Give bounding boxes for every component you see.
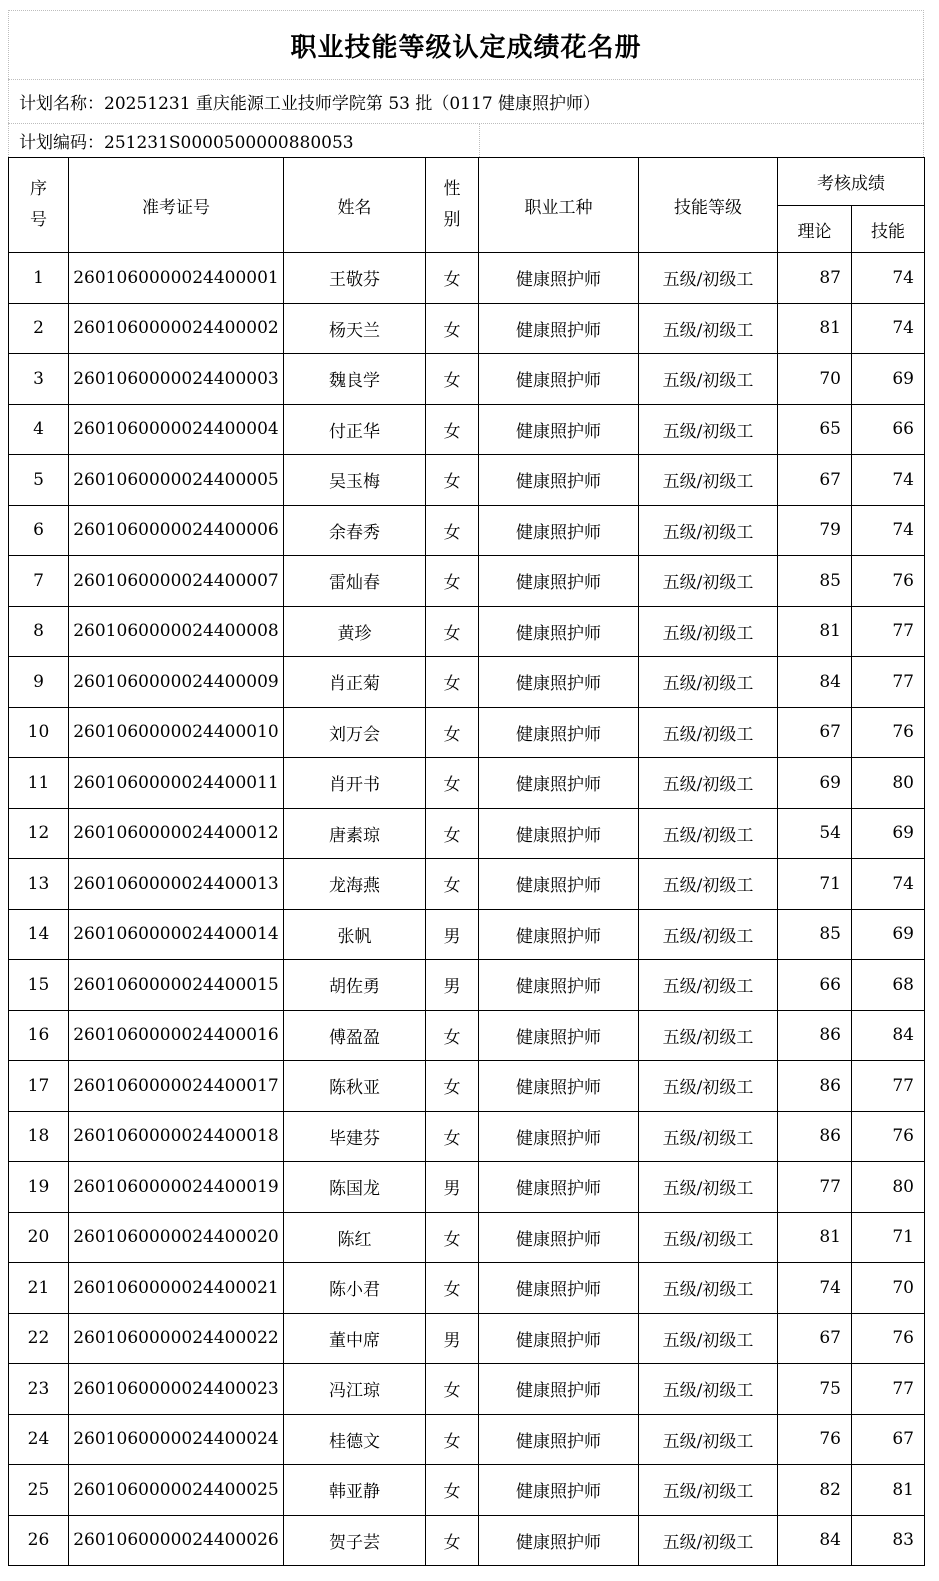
cell-name: 龙海燕 (284, 859, 426, 910)
cell-skill: 70 (852, 1263, 925, 1314)
cell-ticket: 2601060000024400009 (69, 657, 284, 708)
cell-seq: 2 (9, 303, 69, 354)
cell-level: 五级/初级工 (639, 1465, 778, 1516)
cell-ticket: 2601060000024400002 (69, 303, 284, 354)
cell-theory: 87 (778, 253, 852, 304)
cell-skill: 77 (852, 1364, 925, 1415)
cell-level: 五级/初级工 (639, 758, 778, 809)
cell-ticket: 2601060000024400018 (69, 1111, 284, 1162)
table-row (9, 354, 925, 405)
cell-occupation: 健康照护师 (479, 1465, 639, 1516)
cell-name: 冯江琼 (284, 1364, 426, 1415)
cell-seq: 19 (9, 1162, 69, 1213)
cell-name: 陈秋亚 (284, 1061, 426, 1112)
cell-name: 余春秀 (284, 505, 426, 556)
cell-gender: 女 (426, 657, 479, 708)
cell-theory: 76 (778, 1414, 852, 1465)
cell-skill: 76 (852, 1313, 925, 1364)
cell-skill: 74 (852, 505, 925, 556)
cell-name: 傅盈盈 (284, 1010, 426, 1061)
cell-ticket: 2601060000024400005 (69, 455, 284, 506)
cell-occupation: 健康照护师 (479, 253, 639, 304)
table-row (9, 1162, 925, 1213)
cell-skill: 74 (852, 859, 925, 910)
cell-occupation: 健康照护师 (479, 1364, 639, 1415)
cell-name: 杨天兰 (284, 303, 426, 354)
cell-level: 五级/初级工 (639, 859, 778, 910)
cell-ticket: 2601060000024400014 (69, 909, 284, 960)
cell-skill: 80 (852, 1162, 925, 1213)
cell-name: 韩亚静 (284, 1465, 426, 1516)
cell-ticket: 2601060000024400001 (69, 253, 284, 304)
header-theory: 理论 (778, 206, 852, 253)
cell-level: 五级/初级工 (639, 455, 778, 506)
cell-gender: 女 (426, 1061, 479, 1112)
header-name: 姓名 (284, 158, 426, 253)
cell-level: 五级/初级工 (639, 1061, 778, 1112)
cell-theory: 77 (778, 1162, 852, 1213)
cell-gender: 女 (426, 253, 479, 304)
cell-skill: 68 (852, 960, 925, 1011)
cell-theory: 85 (778, 909, 852, 960)
cell-gender: 女 (426, 758, 479, 809)
cell-occupation: 健康照护师 (479, 960, 639, 1011)
table-row (9, 1212, 925, 1263)
cell-theory: 81 (778, 303, 852, 354)
cell-gender: 女 (426, 455, 479, 506)
cell-ticket: 2601060000024400007 (69, 556, 284, 607)
cell-name: 魏良学 (284, 354, 426, 405)
header-occupation: 职业工种 (479, 158, 639, 253)
cell-ticket: 2601060000024400024 (69, 1414, 284, 1465)
cell-ticket: 2601060000024400010 (69, 707, 284, 758)
table-row (9, 960, 925, 1011)
table-row (9, 1263, 925, 1314)
cell-gender: 女 (426, 1111, 479, 1162)
header-gender-line1: 性 (443, 179, 461, 199)
cell-name: 桂德文 (284, 1414, 426, 1465)
header-seq (9, 158, 69, 253)
cell-occupation: 健康照护师 (479, 859, 639, 910)
plan-name: 计划名称：20251231 重庆能源工业技师学院第 53 批（0117 健康照护师） (8, 79, 924, 123)
cell-seq: 16 (9, 1010, 69, 1061)
table-row (9, 1061, 925, 1112)
cell-occupation: 健康照护师 (479, 1061, 639, 1112)
cell-seq: 13 (9, 859, 69, 910)
cell-ticket: 2601060000024400003 (69, 354, 284, 405)
cell-ticket: 2601060000024400011 (69, 758, 284, 809)
cell-ticket: 2601060000024400021 (69, 1263, 284, 1314)
cell-theory: 84 (778, 1515, 852, 1566)
cell-theory: 54 (778, 808, 852, 859)
cell-skill: 80 (852, 758, 925, 809)
cell-gender: 女 (426, 556, 479, 607)
cell-level: 五级/初级工 (639, 1010, 778, 1061)
cell-occupation: 健康照护师 (479, 1212, 639, 1263)
cell-theory: 67 (778, 707, 852, 758)
cell-theory: 70 (778, 354, 852, 405)
cell-seq: 20 (9, 1212, 69, 1263)
cell-level: 五级/初级工 (639, 606, 778, 657)
cell-theory: 75 (778, 1364, 852, 1415)
cell-skill: 77 (852, 657, 925, 708)
cell-skill: 66 (852, 404, 925, 455)
cell-theory: 81 (778, 1212, 852, 1263)
cell-skill: 74 (852, 303, 925, 354)
cell-gender: 女 (426, 1465, 479, 1516)
cell-occupation: 健康照护师 (479, 909, 639, 960)
cell-theory: 71 (778, 859, 852, 910)
cell-seq: 5 (9, 455, 69, 506)
cell-ticket: 2601060000024400013 (69, 859, 284, 910)
cell-ticket: 2601060000024400017 (69, 1061, 284, 1112)
cell-occupation: 健康照护师 (479, 1414, 639, 1465)
cell-level: 五级/初级工 (639, 556, 778, 607)
cell-theory: 65 (778, 404, 852, 455)
table-row (9, 1414, 925, 1465)
table-row (9, 657, 925, 708)
cell-seq: 8 (9, 606, 69, 657)
cell-ticket: 2601060000024400020 (69, 1212, 284, 1263)
cell-occupation: 健康照护师 (479, 404, 639, 455)
cell-gender: 女 (426, 707, 479, 758)
table-row (9, 455, 925, 506)
cell-ticket: 2601060000024400004 (69, 404, 284, 455)
cell-name: 吴玉梅 (284, 455, 426, 506)
cell-name: 胡佐勇 (284, 960, 426, 1011)
cell-level: 五级/初级工 (639, 1162, 778, 1213)
cell-gender: 女 (426, 808, 479, 859)
cell-skill: 74 (852, 455, 925, 506)
cell-skill: 81 (852, 1465, 925, 1516)
cell-seq: 9 (9, 657, 69, 708)
header-skill-level: 技能等级 (639, 158, 778, 253)
table-body (9, 253, 925, 1566)
cell-skill: 71 (852, 1212, 925, 1263)
table-row (9, 707, 925, 758)
header-ticket: 准考证号 (69, 158, 284, 253)
cell-level: 五级/初级工 (639, 505, 778, 556)
cell-skill: 76 (852, 707, 925, 758)
document-title: 职业技能等级认定成绩花名册 (8, 10, 924, 79)
cell-theory: 86 (778, 1111, 852, 1162)
cell-theory: 84 (778, 657, 852, 708)
cell-level: 五级/初级工 (639, 1263, 778, 1314)
table-row (9, 606, 925, 657)
cell-occupation: 健康照护师 (479, 303, 639, 354)
cell-name: 陈小君 (284, 1263, 426, 1314)
cell-ticket: 2601060000024400015 (69, 960, 284, 1011)
table-row (9, 859, 925, 910)
header-seq-line1: 序 (30, 179, 47, 199)
cell-seq: 24 (9, 1414, 69, 1465)
cell-theory: 67 (778, 455, 852, 506)
cell-ticket: 2601060000024400025 (69, 1465, 284, 1516)
cell-gender: 女 (426, 1010, 479, 1061)
cell-occupation: 健康照护师 (479, 758, 639, 809)
table-row (9, 253, 925, 304)
cell-level: 五级/初级工 (639, 1111, 778, 1162)
cell-level: 五级/初级工 (639, 808, 778, 859)
cell-level: 五级/初级工 (639, 1515, 778, 1566)
cell-seq: 7 (9, 556, 69, 607)
cell-seq: 1 (9, 253, 69, 304)
cell-level: 五级/初级工 (639, 657, 778, 708)
cell-seq: 6 (9, 505, 69, 556)
cell-occupation: 健康照护师 (479, 354, 639, 405)
cell-gender: 女 (426, 404, 479, 455)
cell-gender: 女 (426, 1212, 479, 1263)
cell-gender: 女 (426, 606, 479, 657)
cell-level: 五级/初级工 (639, 960, 778, 1011)
cell-theory: 86 (778, 1061, 852, 1112)
cell-name: 肖开书 (284, 758, 426, 809)
table-row (9, 1313, 925, 1364)
cell-ticket: 2601060000024400006 (69, 505, 284, 556)
cell-occupation: 健康照护师 (479, 1263, 639, 1314)
table-row (9, 808, 925, 859)
cell-level: 五级/初级工 (639, 1212, 778, 1263)
cell-seq: 18 (9, 1111, 69, 1162)
cell-name: 张帆 (284, 909, 426, 960)
cell-gender: 女 (426, 1515, 479, 1566)
cell-level: 五级/初级工 (639, 404, 778, 455)
table-row (9, 505, 925, 556)
cell-skill: 77 (852, 1061, 925, 1112)
cell-skill: 83 (852, 1515, 925, 1566)
cell-occupation: 健康照护师 (479, 606, 639, 657)
cell-seq: 10 (9, 707, 69, 758)
cell-name: 毕建芬 (284, 1111, 426, 1162)
cell-level: 五级/初级工 (639, 707, 778, 758)
cell-theory: 85 (778, 556, 852, 607)
cell-theory: 86 (778, 1010, 852, 1061)
cell-occupation: 健康照护师 (479, 1111, 639, 1162)
cell-seq: 12 (9, 808, 69, 859)
table-row (9, 1515, 925, 1566)
cell-occupation: 健康照护师 (479, 556, 639, 607)
cell-theory: 67 (778, 1313, 852, 1364)
table-row (9, 404, 925, 455)
cell-seq: 23 (9, 1364, 69, 1415)
table-row (9, 909, 925, 960)
cell-seq: 17 (9, 1061, 69, 1112)
cell-skill: 69 (852, 909, 925, 960)
cell-name: 陈国龙 (284, 1162, 426, 1213)
score-table (8, 157, 925, 1566)
cell-level: 五级/初级工 (639, 909, 778, 960)
cell-name: 贺子芸 (284, 1515, 426, 1566)
cell-gender: 女 (426, 1364, 479, 1415)
cell-level: 五级/初级工 (639, 253, 778, 304)
cell-ticket: 2601060000024400022 (69, 1313, 284, 1364)
cell-seq: 21 (9, 1263, 69, 1314)
cell-seq: 11 (9, 758, 69, 809)
cell-theory: 69 (778, 758, 852, 809)
cell-divider (479, 124, 480, 157)
cell-gender: 男 (426, 909, 479, 960)
cell-ticket: 2601060000024400008 (69, 606, 284, 657)
cell-skill: 67 (852, 1414, 925, 1465)
cell-seq: 25 (9, 1465, 69, 1516)
cell-gender: 女 (426, 505, 479, 556)
cell-occupation: 健康照护师 (479, 455, 639, 506)
cell-skill: 69 (852, 808, 925, 859)
cell-level: 五级/初级工 (639, 1364, 778, 1415)
cell-theory: 66 (778, 960, 852, 1011)
score-roster-sheet (8, 10, 924, 1566)
cell-seq: 14 (9, 909, 69, 960)
table-header (9, 158, 925, 253)
cell-skill: 76 (852, 556, 925, 607)
cell-seq: 15 (9, 960, 69, 1011)
cell-name: 付正华 (284, 404, 426, 455)
cell-ticket: 2601060000024400026 (69, 1515, 284, 1566)
cell-name: 黄珍 (284, 606, 426, 657)
cell-occupation: 健康照护师 (479, 657, 639, 708)
cell-gender: 女 (426, 1414, 479, 1465)
cell-name: 刘万会 (284, 707, 426, 758)
cell-skill: 69 (852, 354, 925, 405)
cell-seq: 4 (9, 404, 69, 455)
cell-gender: 女 (426, 859, 479, 910)
cell-name: 肖正菊 (284, 657, 426, 708)
table-row (9, 1465, 925, 1516)
cell-theory: 74 (778, 1263, 852, 1314)
cell-name: 雷灿春 (284, 556, 426, 607)
cell-occupation: 健康照护师 (479, 1162, 639, 1213)
cell-occupation: 健康照护师 (479, 1313, 639, 1364)
cell-gender: 男 (426, 1162, 479, 1213)
header-gender (426, 158, 479, 253)
cell-gender: 女 (426, 1263, 479, 1314)
cell-gender: 女 (426, 303, 479, 354)
cell-level: 五级/初级工 (639, 1313, 778, 1364)
cell-occupation: 健康照护师 (479, 505, 639, 556)
cell-skill: 76 (852, 1111, 925, 1162)
cell-name: 唐素琼 (284, 808, 426, 859)
cell-name: 董中席 (284, 1313, 426, 1364)
cell-skill: 74 (852, 253, 925, 304)
header-gender-line2: 别 (443, 210, 461, 230)
cell-ticket: 2601060000024400016 (69, 1010, 284, 1061)
cell-theory: 82 (778, 1465, 852, 1516)
cell-seq: 26 (9, 1515, 69, 1566)
plan-code-row (8, 123, 924, 157)
cell-gender: 男 (426, 1313, 479, 1364)
cell-occupation: 健康照护师 (479, 808, 639, 859)
table-row (9, 303, 925, 354)
table-row (9, 1111, 925, 1162)
header-seq-line2: 号 (30, 210, 47, 230)
cell-gender: 男 (426, 960, 479, 1011)
cell-occupation: 健康照护师 (479, 1010, 639, 1061)
cell-name: 王敬芬 (284, 253, 426, 304)
plan-code: 计划编码：251231S0000500000880053 (19, 133, 354, 153)
cell-skill: 77 (852, 606, 925, 657)
cell-seq: 3 (9, 354, 69, 405)
cell-ticket: 2601060000024400012 (69, 808, 284, 859)
cell-level: 五级/初级工 (639, 1414, 778, 1465)
cell-seq: 22 (9, 1313, 69, 1364)
cell-level: 五级/初级工 (639, 354, 778, 405)
table-row (9, 1010, 925, 1061)
cell-occupation: 健康照护师 (479, 707, 639, 758)
table-row (9, 1364, 925, 1415)
cell-ticket: 2601060000024400023 (69, 1364, 284, 1415)
cell-occupation: 健康照护师 (479, 1515, 639, 1566)
cell-level: 五级/初级工 (639, 303, 778, 354)
table-row (9, 556, 925, 607)
cell-ticket: 2601060000024400019 (69, 1162, 284, 1213)
cell-theory: 79 (778, 505, 852, 556)
cell-skill: 84 (852, 1010, 925, 1061)
table-row (9, 758, 925, 809)
cell-theory: 81 (778, 606, 852, 657)
cell-name: 陈红 (284, 1212, 426, 1263)
header-skill: 技能 (852, 206, 925, 253)
header-scores: 考核成绩 (778, 158, 925, 206)
cell-gender: 女 (426, 354, 479, 405)
